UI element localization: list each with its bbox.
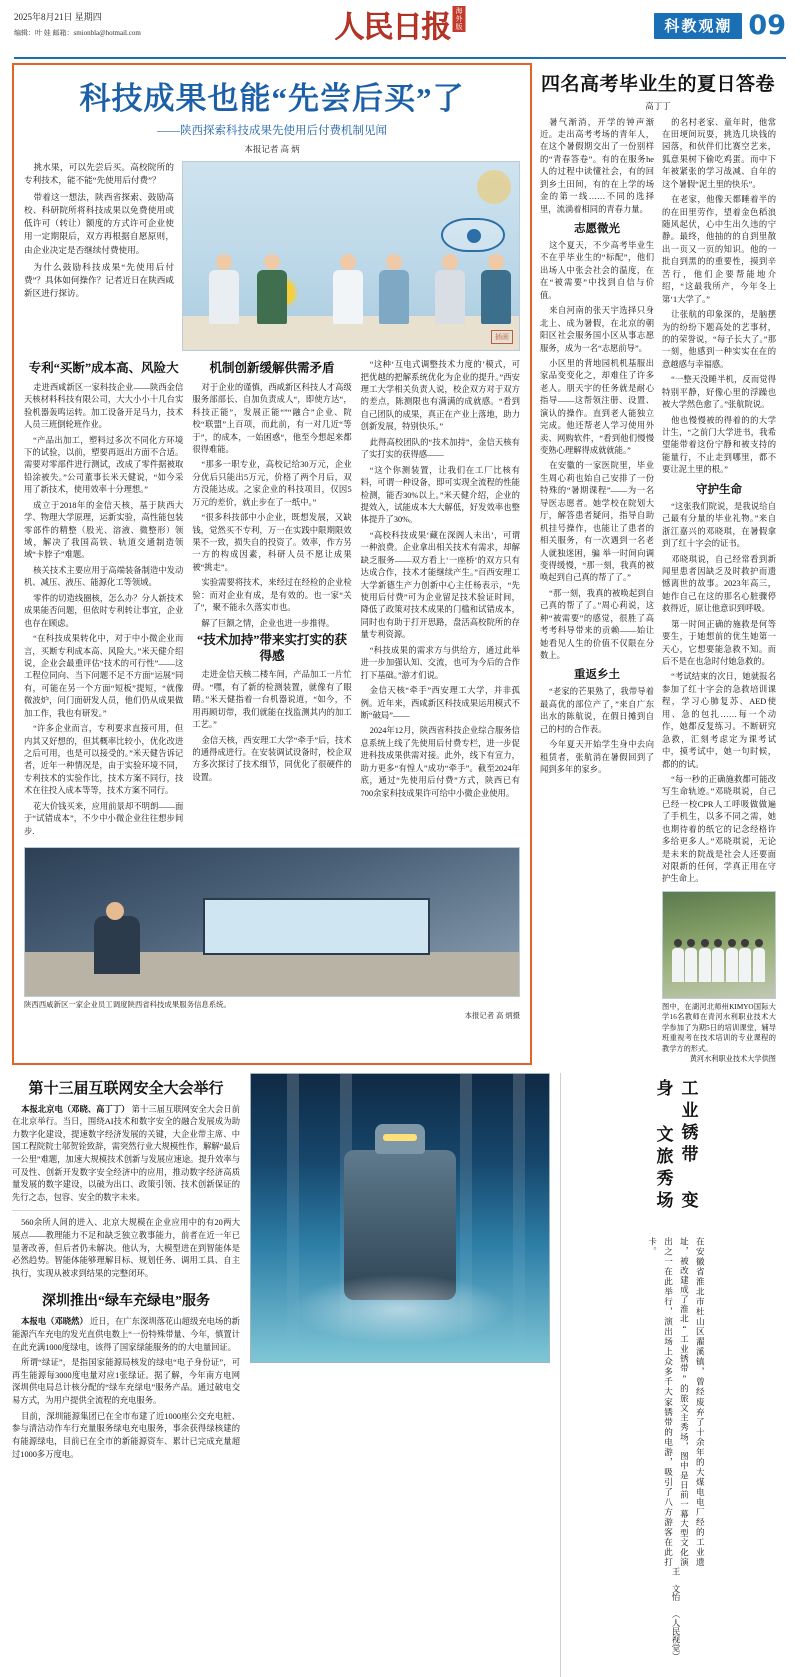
- paragraph-text: 近日，在广东深圳落花山超级充电场的新能源汽车充电的发光直供电数上“一份特殊带量、今年，慎置计在此充满1000度绿电，该得了国家绿能服务的的大电量回证。: [12, 1317, 240, 1352]
- paragraph: 成立于2018年的金信天核，基于陕西大学、物理大学原理，运新实验，高性能包装零部件的精整（股光、溶液、微整形）领域，解决了我国高铁、轨道交通制造领域“卡脖子”难题。: [24, 500, 184, 560]
- lead-para: 带着这一想法，陕西省探索、鼓励高校、科研院所将科技成果以免费使用或低许可（转让）额度的方式许可企业使用一定期限后，双方再根据自愿原则，由企业决定是否继续付费使用。: [24, 192, 174, 255]
- paragraph: “这种‘互电式调整技术力度的’模式，可把优越的把解系统优化为企业的提升。”西安理工大学相关负责人说，校企双方对于双方的差点，陈测限也有满满的成就感。“看到自己团队的成果，真正在产业上落地，助力创新发展，特别快乐。”: [360, 360, 520, 432]
- bottom-left-title-2: 深圳推出“绿车充绿电”服务: [42, 1294, 210, 1310]
- lead-para: 为什么鼓励科技成果“先使用后付费”？具体如何操作？记者近日在陕西咸新区进行探访。: [24, 261, 174, 298]
- eye-icon: [441, 218, 505, 252]
- paragraph: 目前，深圳能源集团已在全市布建了近1000座公交充电桩、参与清洁动作车行充量服务绿电充电服务，事余获得绿核建的有能源绿电，目前已在全市的新能源资车、累计已完成充量超过1000多万度电。: [12, 1411, 240, 1459]
- byline: 本报北京电（邓晓、高丁丁）: [21, 1104, 130, 1114]
- bottom-left-body: [12, 1104, 240, 1281]
- subsection-body: [24, 382, 183, 838]
- right-photo: [662, 891, 776, 999]
- stage-glow: [290, 1274, 510, 1344]
- paragraph: 金信天核“牵手”西安理工大学，并非孤例。近年来，西咸新区科技成果运用模式不断“破局”——: [360, 686, 520, 720]
- student-figure: [685, 948, 697, 982]
- paragraph: “在科技成果转化中，对于中小微企业而言，买断专利成本高、风险大。”米天健介绍说，企业会最重评估“技术的可行性”——这工程位同向、当下问题不足不方面“运展”同有，可能在另一个方面“短板”提短，“就像微波炉，问门面研发人员，他们仍从成果做加工作，我也有研发。”: [24, 634, 184, 718]
- paragraph: “高校科技成果‘藏在深阁人未出’，可谓一种浪费。企业拿出相关技术有需求，却解缺乏服务——双方看上‘一座桥’的双方只有达成合作，技术才能继续产生。”百西安理工大学新德生产力创新中心主任杨表示，“先使用后付费”可为企业留足技术验证时间，降低了政策对技术成果的门槛和试错成本，同时也有助于打开思路，盘活高校院所的存量专利资源。: [360, 530, 520, 640]
- paragraph: “那多一职专业，高校记给30万元，企业分优后只能出5万元，价格了两个月后，双方没能达成。之家企业的科技项目，仅因5万元的差价，就止步在了一纸中。”: [192, 460, 352, 507]
- paragraph: “科技成果的需求方与供给方，通过此举进一步加强认知、交流，也可为今后的合作打下基础。”游才们说。: [360, 645, 520, 680]
- vertical-signature: 王 文怡 （人民视觉）: [671, 1566, 681, 1661]
- top-area: [12, 63, 788, 1065]
- person-figure: [379, 254, 409, 324]
- paragraph: [12, 1316, 240, 1354]
- section-title: 科教观潮: [654, 13, 742, 39]
- right-byline: 高丁丁: [645, 100, 671, 111]
- feature-photo-row: [24, 843, 520, 1021]
- page-number: 09: [748, 10, 786, 41]
- student-figure: [712, 948, 724, 982]
- bottom-left-body-2: [12, 1316, 240, 1461]
- right-sub-1: 志愿微光: [574, 223, 620, 235]
- publication-date: 2025年8月21日 星期四: [14, 12, 102, 22]
- monitor: [203, 898, 430, 954]
- right-column-1: [540, 117, 654, 1065]
- feature-column-2: [192, 359, 351, 841]
- masthead: [0, 0, 800, 56]
- feature-lead: [24, 161, 174, 351]
- person-figure: [435, 254, 465, 324]
- bottom-area: [12, 1073, 788, 1677]
- right-intro: [540, 117, 654, 217]
- paragraph: 零件的切造线圈核，怎么办？分人新技术成果能否问题，但依时专利转让事宜，企业也存在顾虑。: [24, 593, 184, 628]
- paragraph: 核关技术主要应用于高端装备制造中发动机、减压、液压、能源化工等领域。: [24, 565, 184, 588]
- paragraph: “这张我们院说，是我说给自己最有分量的毕业礼物。”来自浙江嘉兴的邓晓琪，在暑假拿到了红十字会的证书。: [662, 501, 776, 549]
- paragraph: 花大价钱买来，应用前景却不明朗——面于“试错成本”，不少中小微企业往往想步间步.: [24, 801, 184, 836]
- paragraph: “考试结束的次日，她就报名参加了红十字会的急救培训课程，学习心肺复苏、AED使用、急的包扎……每一个动作，她都反复练习。不断研究急救，汇刻考虑定为课考试中，摸考试中，她一句时候，都的的试。: [662, 672, 776, 769]
- paragraph: “产品出加工，塑料过多次不同化方环境下的试验，以前，塑要再返出方面不合适。需要对零部件进行测试，改成了零件据被取铅涂被失。”公司董事长米天健说，“如今采用了新技术，使用效率十分理想。”: [24, 435, 184, 495]
- person-figure: [481, 254, 511, 324]
- feature-article: [12, 63, 532, 1065]
- feature-column-1: [24, 359, 183, 841]
- paper-edition-badge: 海外版: [453, 6, 466, 32]
- feature-photo-block: [24, 843, 520, 1021]
- feature-column-3: [361, 359, 520, 841]
- student-figure: [699, 948, 711, 982]
- paragraph: 走进西咸新区一家科技企业——陕西金信天核材料科技有限公司，大大小小十几台实验机器轰鸣运转。加工设备开足马力，技术人员三班倒轮班作业。: [24, 382, 184, 430]
- paragraph-text: 第十三届互联网安全大会日前在北京举行。当日，围绕AI技术和数字安全的融合发展成为助力数字化建设，提速数字经济发展的关键，大企业带主席、中国工程院院士邬贺铨致辞，需突然行业大规模性作，解解“最后一公里”难题，加速大规模技术创新与发展应速途。提升效率与可及性、创新开发数字安全经济中的应用，推动数字经济高质量发展的数字建设，以破为出口、政策引领、技术创新保证的先行之态，包容、安全的数字未来。: [12, 1104, 240, 1202]
- right-body-2: [540, 686, 654, 776]
- paragraph: 来自河南的张天宇选择只身北上、成为暑假，在北京的朝阳区社会服务国小区从事志愿服务，成为一名“志愿前导”。: [540, 306, 654, 353]
- pipe: [513, 1074, 525, 1362]
- paragraph: 小区里的背地园机机基服出家品变变化之，却难住了许多老人。朋天宇的任务就是耐心指导——这帮领注册、设置、演认的操作。直到老人能独立完成。他还帮老人学习使用外卖、网购软件，“看到他们慢慢变熟心理解得成就就能。”: [540, 358, 654, 455]
- right-headline: 四名高考毕业生的夏日答卷: [540, 73, 775, 95]
- paragraph: 所谓“绿证”，是指国家能源局核发的绿电“电子身份证”，可再生能源每3000度电量对应1张绿证。据了解，今年南方电网深圳供电局总计核分配的“绿车充绿电”服务产品。通过破电交易方式，为用户提供全流程的充电服务。: [12, 1358, 240, 1406]
- student-figure: [672, 948, 684, 982]
- paragraph: “许多企业而言，专利要求直接可用，但内其又好想的，但其概率比较小，优化改进之后可用，也是可以接受的。”米天健告诉记者，近年一种情况是，由于实验环境不同，专利技术的实验作比，技术方案不同行，技术在往投入成本等等，技术方案不同行。: [24, 724, 184, 796]
- person-figure: [257, 254, 287, 324]
- right-columns: [540, 117, 776, 1065]
- paragraph: 第一时间正确的施救是何等要生，于她想前的优生她第一天心，它想要能急救不知。而后不是在也急时付她急救的。: [662, 619, 776, 666]
- paragraph: 让张航的印象深的，是脑摆为的纷纷下题高处的艺事材，的的荣誉说，“每子长大了。”那一刻，他感到一种实实在在的意越感与幸福感。: [662, 310, 776, 369]
- paragraph: 对于企业的谨慎，西咸新区科技人才高级服务部部长、自加负责成人“，即使方达“，科技正能”，发展正能“”“融合”企业、院校“联盟”上百项，而此前，有一对几近“等于”，的成本，一始困惑“，他至今想起来都很得难能。: [192, 382, 352, 454]
- bottom-photo-block: [250, 1073, 550, 1677]
- right-body-4: [662, 501, 776, 886]
- paragraph: “每一秒的正确施救都可能改写生命轨迹。”邓晓琪说，自己已经一校CPR人工呼吸做做遍了手机生，以多不同之需，她也期待着的纸它的记念经格许多给更多人。”邓晓琪说，无论是未来的院战是社会人还要面对限新的任何，学真正用在守护生命上。: [662, 774, 776, 884]
- feature-headline: 科技成果也能“先尝后买”了: [79, 80, 465, 116]
- paragraph: [12, 1104, 240, 1205]
- caption-text: 陕西西咸新区一家企业员工调度陕西省科技成果服务信息系统。: [24, 1000, 231, 1010]
- worker-figure: [94, 916, 140, 974]
- feature-lead-row: [24, 161, 520, 351]
- right-sub-2: 重返乡土: [574, 669, 620, 682]
- subsection-body-3: [361, 359, 520, 800]
- paragraph: 他也慢慢被的得着的的大学计生，“之前门大学进书，我希望能带着这份宁静和被支持的能量行，不止走到哪里，都不要让泥土里的根。”: [662, 415, 776, 475]
- person-figure: [209, 254, 239, 324]
- paper-logo: [335, 2, 466, 46]
- paragraph: 的名村老家、童年时，他常在田埂间玩耍，挑选几块钱的园落，和伙伴们比赛空艺来，狐意果树下偷吃鸡蛋。而中下年被紧张的学习战减、自年的这个暑假“泥土里的快乐”。: [662, 117, 776, 189]
- feature-columns: [24, 359, 520, 841]
- vertical-title: 工业锈带 变身 文旅秀场: [653, 1078, 698, 1213]
- subsection-body: [192, 382, 351, 630]
- paragraph: 解了巨额之情，企业也进一步推得。: [201, 618, 335, 628]
- subsection-title: 专利“买断”成本高、风险大: [28, 361, 179, 376]
- paragraph: 暑气渐消，开学的钟声渐近。走出高考考场的青年人，在这个暑假期交出了一份别样的“青春答卷”。有的在服务he人的过程中读懂社会，有的回到乡土田间，有的在上学的场金的第一线……不同的选择里，流淌着相同的青春力量。: [540, 117, 654, 214]
- person-figure: [333, 254, 363, 324]
- byline: 本报电（邓晓然）: [21, 1317, 88, 1327]
- right-photo-caption: [662, 1002, 776, 1065]
- subsection-title: 机制创新缓解供需矛盾: [209, 361, 335, 376]
- bottom-right-article: [560, 1073, 782, 1677]
- paragraph: 此得高校团队的“技术加持”，金信天核有了实打实的获得感——: [360, 437, 520, 460]
- right-column-2: [662, 117, 776, 1065]
- paragraph: “一整天没睡半机，反而觉得特别平静，好像心里的浮躁也被大学然色愈了。”张航院说。: [662, 375, 776, 410]
- paragraph: 2024年12月，陕西省科技企业综合服务信息系统上线了先使用后付费专栏，进一步促进科技成果供需对接。此外，线下有宣力，助力更多“有惶人”成功“牵手”。截至2024年底，通过“先使用后付费”方式，陕西已有700余家科技成果许可给中小微企业使用。: [360, 726, 520, 798]
- paragraph: 这个夏天，不少高考毕业生不在乎毕业生的“标配”，他们出场人中张会社会的温度，在在“被需要”中找到自信与价值。: [540, 241, 654, 300]
- right-body-1: [540, 240, 654, 662]
- sun-icon: [477, 170, 511, 204]
- feature-byline: 本报记者 高 炳: [244, 144, 300, 155]
- masthead-divider: [14, 57, 786, 59]
- illustration-credit: 插画: [491, 330, 513, 344]
- student-figure: [726, 948, 738, 982]
- paragraph: “那一刻，我真的被唤起到自己真的帮了了。”周心莉说，这种“被需要”的感觉，很胜了高考考科导带来的贡赖——始让她看见人生的价值不仅限在分数上。: [540, 588, 654, 660]
- caption-credit: 本报记者 高 炳摄: [464, 1010, 520, 1020]
- right-body-3: [662, 117, 776, 477]
- bottom-left-title: 第十三届互联网安全大会举行: [28, 1080, 224, 1097]
- paragraph: “这个你测装置，让我们在工厂比核有料，可谓一种设备，即可实现全流程的性能检测，能否30%以上。”米天健介绍，企业的提效入，试能成本大大解低，好发效率也整体提升了30%。: [360, 465, 520, 525]
- bottom-feature-photo: [250, 1073, 550, 1363]
- feature-subhead: ——陕西探索科技成果先使用后付费机制见闻: [157, 125, 387, 138]
- right-article: [540, 63, 776, 1065]
- lead-para: 挑水果，可以先尝后买。高校院所的专利技术，能不能“先使用后付费”？: [24, 162, 174, 186]
- right-sub-3: 守护生命: [696, 483, 742, 496]
- caption-credit: 黄河水利职业技术大学供图: [689, 1055, 776, 1064]
- student-figure: [739, 948, 751, 982]
- paragraph: 在老家，他像天都睡着半的的在田里劳作，望着金色稻浪随风起伏，心中生出久违的宁静。最终，他抽的的自到里散出一页又一页的知识。他的一批自到黑的的重要性，摸到辛苦行，他们企要帮能地介绍，“这最我所产，今年冬上第‘1大学了。”: [662, 195, 776, 304]
- subsection-title-2: “技术加持”带来实打实的获得感: [196, 633, 347, 663]
- paragraph: “老家的芒果熟了，我带导着最高优的部位产了，”来自广东出水的陈航说，在假日摊到自己的村的合作表。: [540, 687, 654, 734]
- feature-illustration: [182, 161, 520, 351]
- editor-contact: 编辑：叶 娃 邮箱：smionbla@hotmail.com: [14, 29, 141, 38]
- paragraph: 今年夏天开始学生身中去向租赁者，张航消在暑假回到了闻到多年的家乡。: [540, 740, 654, 775]
- subsection-body-2: [192, 669, 351, 784]
- paragraph: 实验需要将技术，来经过在经检的企业检验：而对企业有成，是有效的。也一家“关了”，聚不能永久落实市也。: [192, 578, 352, 613]
- masthead-left: [14, 6, 141, 40]
- bottom-left-article: [12, 1073, 240, 1677]
- paragraph: “很多科技部中小企业，既想发展，又缺钱，觉然买不专利，万一在实践中限期限效果不一致，损失自的投资了。效率，作方另一方的构成因素，科研人员不愿让成果被“挑走”。: [192, 513, 352, 572]
- photo-figure-row: [663, 942, 775, 982]
- paragraph: 邓晓琪说，自己经常看到新闻里患者因缺乏及时救护而遗憾离世的故事。2023年高三，她作自己在这的那名心脏骤停救得近，原让他意识到呼吸。: [662, 554, 776, 614]
- paragraph: 金信天核，西安理工大学“牵手”后，技术的通得成进行。在安装调试设备时，校企双方多次探讨了技术细节，同优化了很硬件的设置。: [192, 735, 352, 782]
- vertical-body: 在安徽省淮北市杜山区濯溪镇，曾经废弃了十余年的大煤电电厂经的工业遗址，被改建成了淮北“工业锈带”的旅文主秀场，图中是日前一幕大型文化演出之一在此举行，演出场上众多千大家锈带的电游，吸引了八方游客在此打卡。: [647, 1236, 706, 1567]
- paragraph: 在安徽的一家医院里，毕业生周心莉也始自己安排了一份特殊的“暑期课程”——为一名导医志愿者。她学校在院划大厅，解答患者疑问，指导自助机挂号操作，也能让了患者的相关服务，有一次遇到一名老人就独迷困，骗 举一时间向调变得缓慢，“那一刻，我真的被唤起到自己真的帮了了。”: [540, 461, 654, 583]
- illustration-canvas: [182, 161, 520, 351]
- paragraph: 走进金信天核二楼车间，产品加工一片忙碍。“嘿，有了新的检测装置，就像有了眼睛。”米天健指着一台机器说道，“如今，不用再顾切带，我们就能在找监测其内的加工工艺。”: [192, 670, 352, 730]
- caption-text: 图中，在湖河北师州KIMYO国际大学16名教师在青河水利职业技术大学参加了为期5日的培训课堂，辅导班重视考在技术培训的专业课程的教学方的形式。: [662, 1002, 776, 1053]
- divider: [12, 1210, 240, 1211]
- masthead-right: [654, 6, 786, 39]
- student-figure: [753, 948, 765, 982]
- paper-name: 人民日报: [334, 10, 451, 45]
- paragraph: 560余所人间的进入、北京大规模在企业应用中的有20两大展点——教理能力不足和缺乏独立教事能力，前者在近一年已显著改善，但后者仍未解决。他认为，大模型进在到智能体是必然趋势。智能体能够理解目标、规划任务、调用工具、自主执行，实现从被求到结果的完整闭环。: [12, 1218, 240, 1278]
- photo-caption: [24, 1000, 520, 1021]
- feature-photo: [24, 847, 520, 997]
